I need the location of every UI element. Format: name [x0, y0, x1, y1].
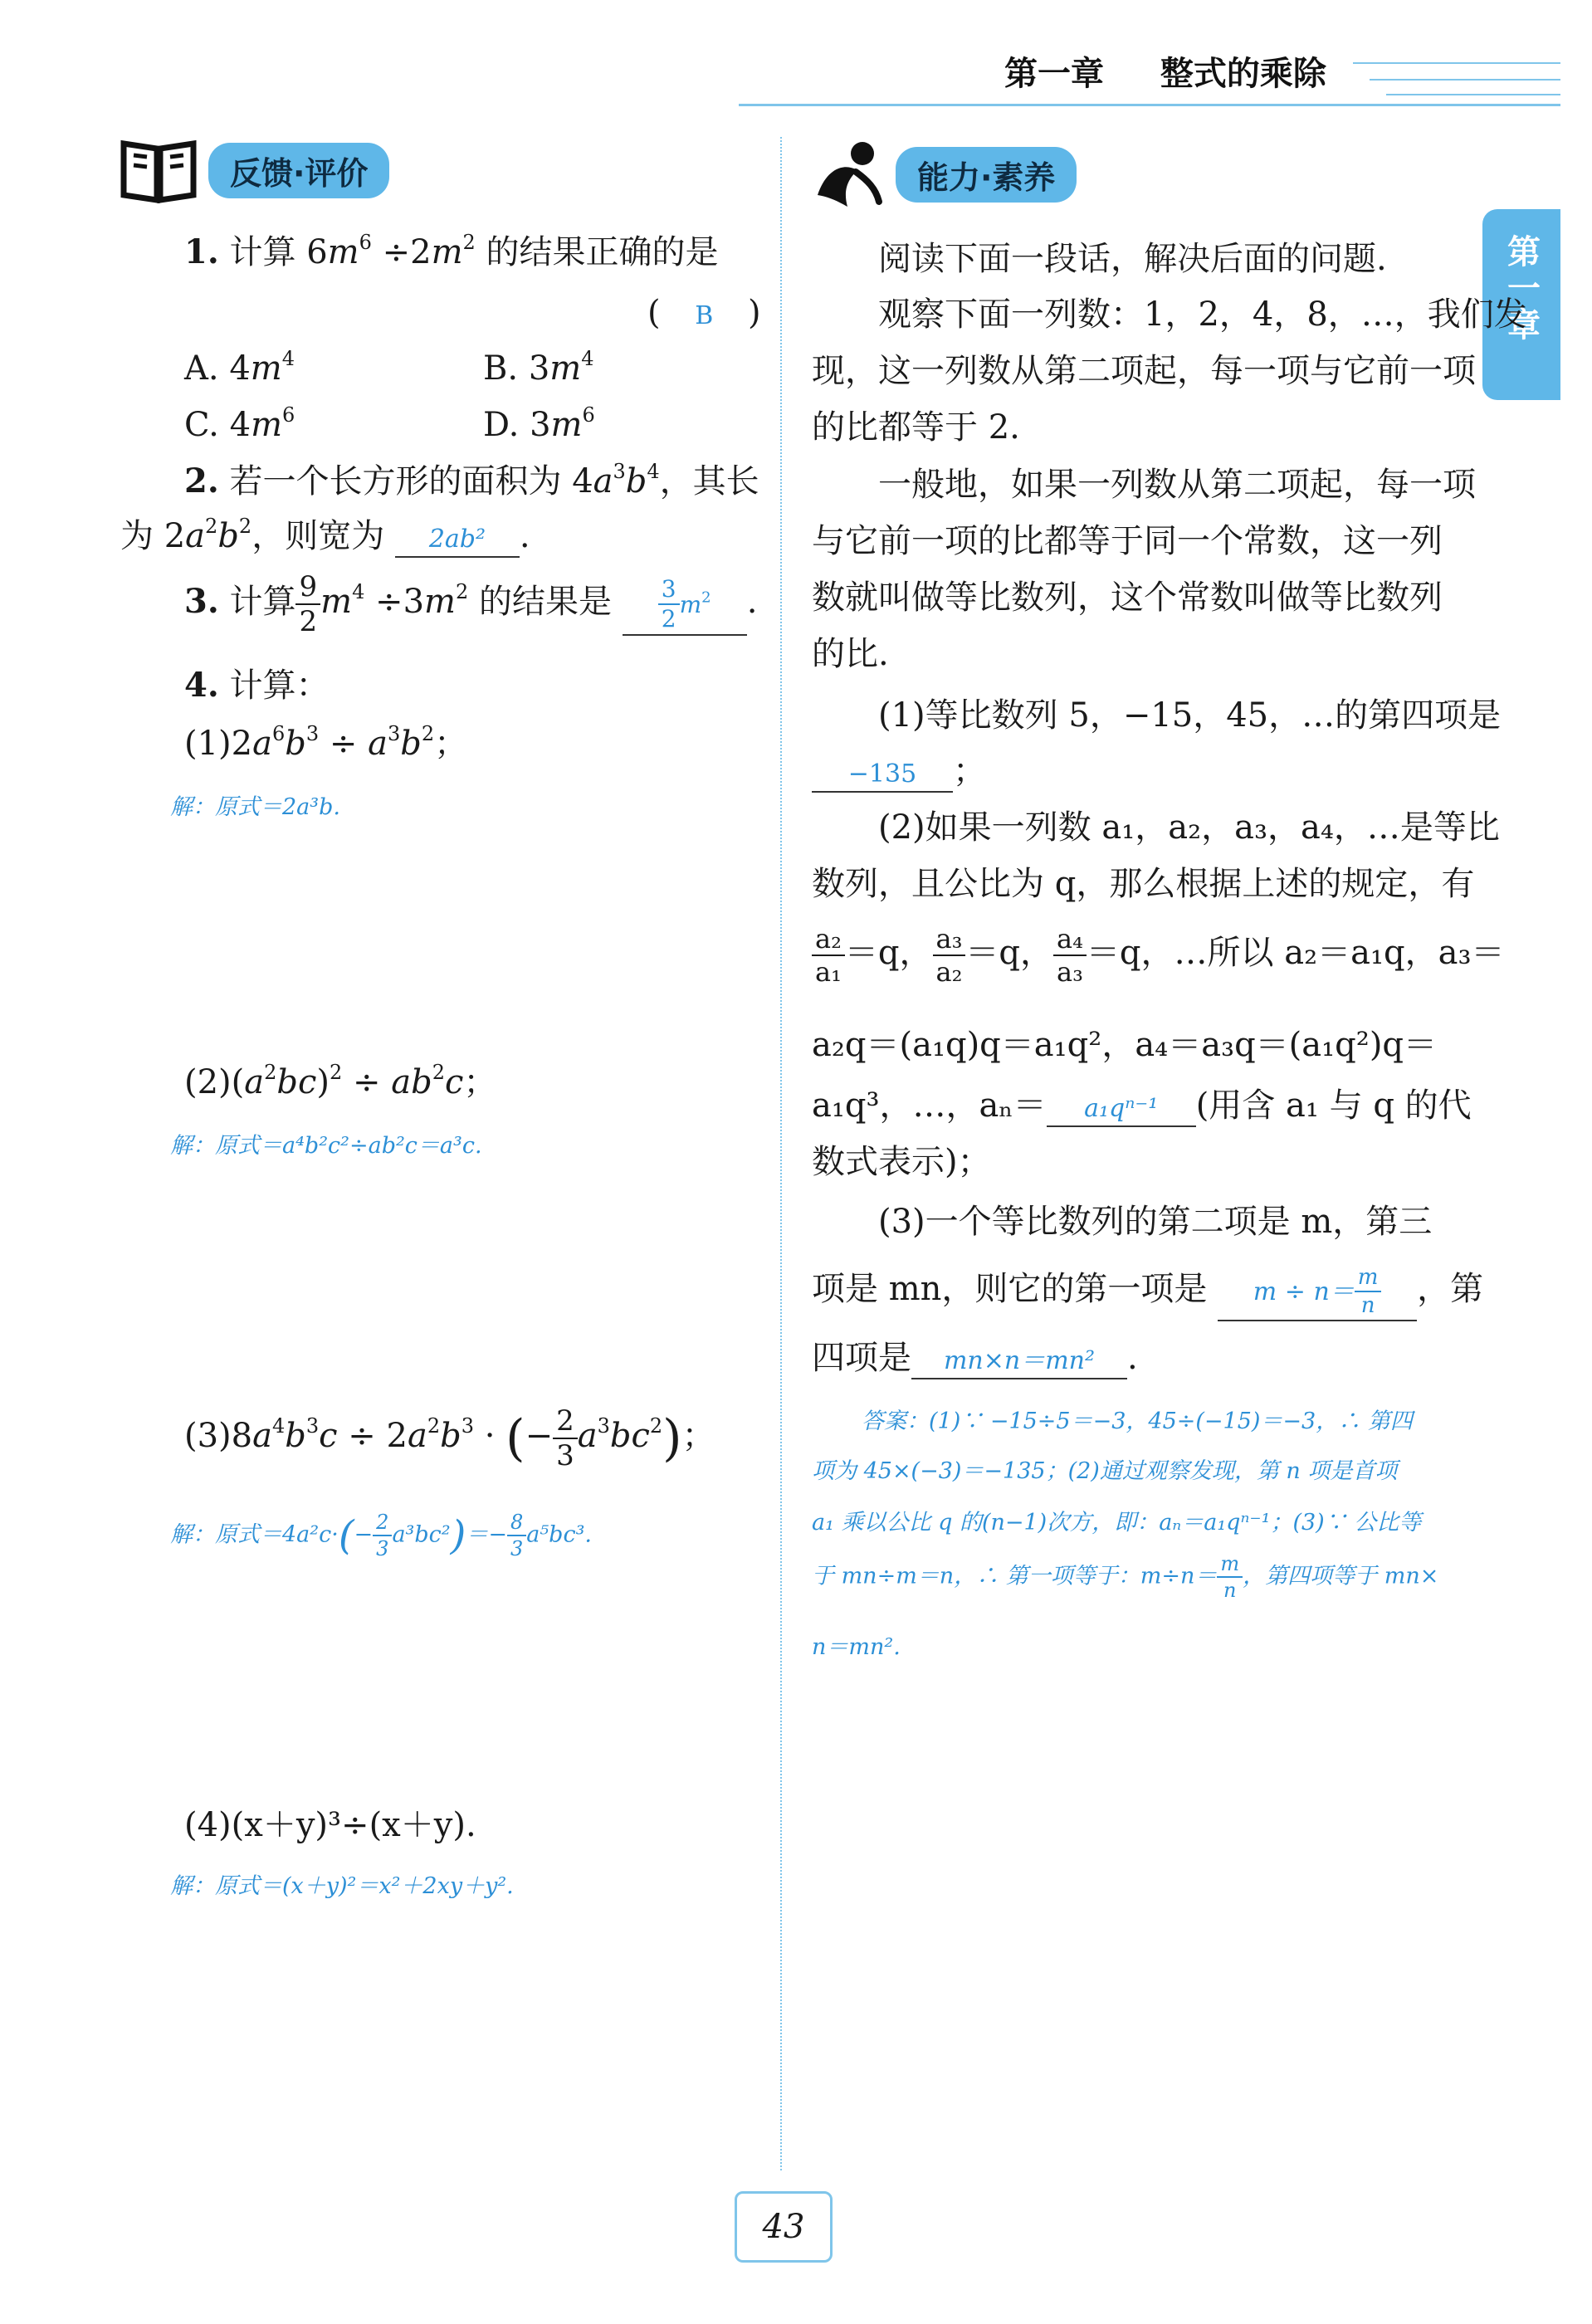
- q4-part1-solution: 解：原式＝2a³b.: [170, 794, 340, 820]
- header-decor-line: [1370, 79, 1560, 81]
- q2-line2: 为 $2a^2b^2$，则宽为 2ab² .: [120, 516, 530, 558]
- header-decor-line: [1353, 62, 1560, 64]
- header-chapter-title: 整式的乘除: [1160, 55, 1326, 93]
- q4-part4: (4)(x＋y)³÷(x＋y).: [184, 1806, 476, 1844]
- s2-line4: a₂q＝(a₁q)q＝a₁q²，a₄＝a₃q＝(a₁q²)q＝: [812, 1026, 1438, 1064]
- right-para1-line2: 现，这一列数从第二项起，每一项与它前一项: [812, 352, 1476, 390]
- q2-text: ，其长: [659, 462, 759, 500]
- header-decor-line: [1386, 94, 1560, 95]
- right-section-title: 能力·素养: [896, 147, 1077, 203]
- q4-title-text: 计算：: [229, 666, 330, 705]
- q1-paren-open: (: [647, 294, 661, 332]
- q2-text: ，则宽为: [251, 517, 385, 555]
- explanation-line5: n＝mn².: [812, 1634, 901, 1660]
- q4-part3-solution: 解：原式＝4a²c·(− $\frac{2}{3}$ a³bc²)＝− $\frac{8}{3}$ a⁵bc³.: [170, 1511, 592, 1560]
- explanation-line2: 项为 45×(−3)＝−135；(2)通过观察发现，第 n 项是首项: [812, 1458, 1398, 1484]
- q3-answer: [658, 575, 680, 632]
- right-para1-line3: 的比都等于 2.: [812, 408, 1020, 447]
- q1-text: ÷2: [371, 233, 432, 271]
- s1-answer-line: [812, 751, 986, 793]
- q3-answer-numerator: 3: [658, 578, 680, 605]
- q2-text: 若一个长方形的面积为 4: [229, 462, 593, 500]
- q2-number: 2.: [184, 461, 219, 500]
- explanation-line3: a₁ 乘以公比 q 的(n−1)次方，即：aₙ＝a₁qⁿ⁻¹；(3)∵ 公比等: [812, 1510, 1422, 1536]
- s2-line6: 数式表示)；: [812, 1143, 991, 1181]
- q1-answer-bracket: [647, 293, 761, 333]
- q3-stem: 3. 计算 $\frac{9}{2}$ $m^4 \div 3m^2$ 的结果是 $\frac{3}{2}$ $m^2$ .: [184, 570, 758, 638]
- header-title: [1004, 47, 1326, 95]
- q1-number: 1.: [184, 232, 219, 271]
- s2-text: (用含 a₁ 与 q 的代: [1195, 1086, 1472, 1125]
- q1-stem: 1. 计算 $6m^6 \div 2m^2$ 的结果正确的是: [184, 231, 719, 271]
- runner-icon: [809, 137, 884, 212]
- s2-text: ，…所以 a₂＝a₁q，a₃＝: [1140, 934, 1505, 972]
- right-para2-line2: 与它前一项的比都等于同一个常数，这一列: [812, 522, 1443, 560]
- left-section-title: 反馈·评价: [208, 143, 389, 198]
- s2-answer: a₁qⁿ⁻¹: [1084, 1094, 1159, 1123]
- header-bar: [739, 46, 1560, 112]
- q3-text: 计算: [229, 583, 296, 621]
- q4-number: 4.: [184, 666, 219, 705]
- q2-line1: 2. 若一个长方形的面积为 $4a^3b^4$，其长: [184, 460, 759, 500]
- s2-line2: 数列，且公比为 q，那么根据上述的规定，有: [812, 865, 1475, 903]
- explanation-line4: 于 mn÷m＝n，∴ 第一项等于：m÷n＝ $\frac{m}{n}$ ，第四项等于 mn×: [812, 1552, 1439, 1602]
- s1-answer: −135: [847, 759, 917, 788]
- q4-part2-solution: 解：原式＝a⁴b²c²÷ab²c＝a³c.: [170, 1133, 482, 1159]
- q1-text: 的结果正确的是: [475, 233, 719, 271]
- q1-option-a: A. $4m^4$: [184, 347, 295, 388]
- q3-text: ÷3: [364, 583, 425, 621]
- explanation-text: 于 mn÷m＝n，∴ 第一项等于：m÷n＝: [812, 1563, 1218, 1589]
- left-section-header: [120, 137, 389, 203]
- q1-option-d-text: D. 3: [483, 406, 551, 444]
- right-section-header: [809, 137, 1077, 212]
- q4-part2: $(2)(a^2bc)^2 \div ab^2c$；: [184, 1061, 497, 1101]
- s3-text: .: [1127, 1339, 1138, 1377]
- s3-text: ，第: [1417, 1270, 1484, 1308]
- s2-line3: $\frac{\text{a₂}}{\text{a₁}}$ ＝q， $\frac{\text{a₃}}{\text{a₂}}$ ＝q， $\frac{\text{a₄}}{\text{a₃}}$ ＝q，…所以 a₂＝a₁q，a₃＝: [812, 925, 1505, 985]
- header-chapter: 第一章: [1004, 55, 1104, 93]
- page-number-box: [735, 2191, 833, 2263]
- explanation-line1: 答案：(1)∵ −15÷5＝−3，45÷(−15)＝−3，∴ 第四: [862, 1409, 1413, 1434]
- s2-text: a₁q³，…，aₙ＝: [812, 1086, 1047, 1125]
- s1-question: (1)等比数列 5，−15，45，…的第四项是: [878, 696, 1502, 735]
- q3-fraction: $\frac{9}{2}$: [295, 573, 320, 636]
- s3-line1: (3)一个等比数列的第二项是 m，第三: [878, 1203, 1433, 1241]
- q1-paren-close: ): [748, 294, 761, 332]
- q3-text: 的结果是: [468, 583, 612, 621]
- q4-part1-text: (1)2: [184, 725, 253, 763]
- q2-text: 为 2: [120, 517, 186, 555]
- q3-text: .: [746, 583, 758, 621]
- q4-title: [184, 666, 329, 706]
- q2-text: .: [519, 517, 530, 555]
- right-para2-line3: 数就叫做等比数列，这个常数叫做等比数列: [812, 579, 1443, 617]
- s3-answer2: mn×n＝mn²: [943, 1346, 1096, 1375]
- q4-part3-solution-text: ＝−: [466, 1521, 507, 1548]
- q1-answer: B: [695, 301, 714, 330]
- right-para2-line4: 的比.: [812, 635, 889, 673]
- s2-line1: (2)如果一列数 a₁，a₂，a₃，a₄，…是等比: [878, 808, 1500, 847]
- book-icon: [120, 137, 197, 203]
- q4-part3-text: (3)8: [184, 1417, 253, 1455]
- right-para2-line1: 一般地，如果一列数从第二项起，每一项: [878, 466, 1476, 504]
- s3-answer1: m ÷ n＝: [1253, 1277, 1355, 1306]
- q1-option-a-text: A. 4: [184, 349, 251, 388]
- s2-line5: [812, 1086, 1472, 1127]
- right-intro: 阅读下面一段话，解决后面的问题.: [878, 240, 1387, 278]
- s3-text: 项是 mn，则它的第一项是: [812, 1270, 1208, 1308]
- s3-line3: [812, 1338, 1138, 1379]
- q1-option-d: D. $3m^6$: [483, 403, 595, 444]
- q4-part2-text: (2)(: [184, 1063, 245, 1101]
- q2-answer: 2ab²: [428, 525, 486, 554]
- q1-option-b-text: B. 3: [483, 349, 550, 388]
- q4-part3-solution-text: 解：原式＝4a²c·: [170, 1521, 339, 1548]
- header-decor-line: [739, 104, 1560, 106]
- q1-option-b: B. $3m^4$: [483, 347, 594, 388]
- page-number: 43: [762, 2208, 805, 2246]
- q4-part1: $(1)2a^6b^3 \div a^3b^2$；: [184, 722, 468, 763]
- s1-text: ；: [953, 752, 986, 790]
- column-divider: [780, 137, 782, 2170]
- q3-answer-denominator: 2: [661, 605, 676, 632]
- s3-text: 四项是: [812, 1339, 911, 1377]
- q3-number: 3.: [184, 582, 219, 621]
- q4-part4-solution: 解：原式＝(x＋y)²＝x²＋2xy＋y².: [170, 1873, 514, 1899]
- s3-line2: 项是 mn，则它的第一项是 m ÷ n＝ $\frac{m}{n}$ ，第: [812, 1267, 1483, 1321]
- q1-option-c: C. $4m^6$: [184, 403, 295, 444]
- right-para1-line1: 观察下面一列数：1，2，4，8，…，我们发: [878, 295, 1527, 334]
- explanation-text: ，第四项等于 mn×: [1243, 1563, 1439, 1589]
- chapter-side-tab-label: 第一章: [1502, 234, 1541, 344]
- q1-option-c-text: C. 4: [184, 406, 251, 444]
- q1-text: 计算 6: [229, 233, 328, 271]
- q4-part3: $(3)8a^4b^3c \div 2a^2b^3$ · (− $\frac{2}{3}$ $a^3bc^2$)；: [184, 1404, 715, 1472]
